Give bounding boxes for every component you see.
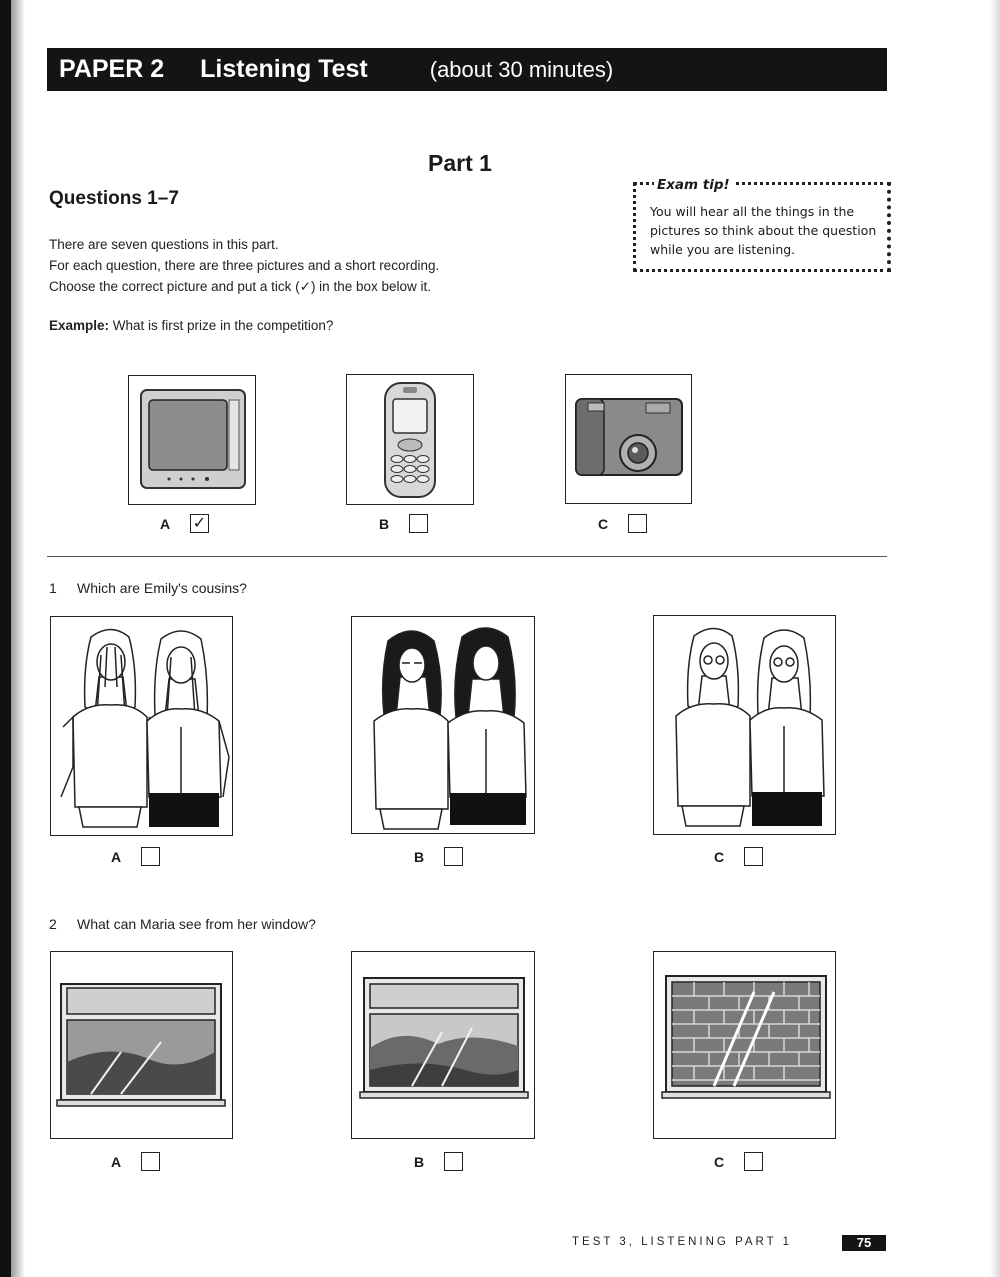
question-number: 1 bbox=[49, 580, 57, 596]
answer-checkbox[interactable] bbox=[744, 847, 763, 866]
q2-picture-c-window-brick-wall-icon bbox=[653, 951, 836, 1139]
example-option-c bbox=[598, 514, 647, 533]
answer-checkbox[interactable] bbox=[409, 514, 428, 533]
q1-picture-a-girls-icon bbox=[50, 616, 233, 836]
option-letter: A bbox=[160, 515, 171, 532]
q2-option-a bbox=[111, 1152, 160, 1171]
q1-picture-b-girls-icon bbox=[351, 616, 535, 834]
spine-gradient bbox=[11, 0, 25, 1277]
option-letter: A bbox=[111, 1153, 122, 1170]
test-duration: (about 30 minutes) bbox=[429, 56, 614, 82]
question-text: Which are Emily's cousins? bbox=[77, 580, 247, 596]
option-letter: B bbox=[414, 1153, 425, 1170]
q1-option-c bbox=[714, 847, 763, 866]
example-picture-a-television-icon bbox=[128, 375, 256, 505]
example-option-a bbox=[160, 514, 209, 533]
question-1 bbox=[49, 580, 247, 596]
answer-checkbox[interactable] bbox=[141, 847, 160, 866]
q2-option-c bbox=[714, 1152, 763, 1171]
q1-option-b bbox=[414, 847, 463, 866]
part-title: Part 1 bbox=[428, 150, 492, 176]
option-letter: B bbox=[379, 515, 390, 532]
test-title: Listening Test bbox=[200, 55, 368, 83]
question-2 bbox=[49, 916, 316, 932]
exam-tip-heading: Exam tip! bbox=[654, 177, 733, 193]
answer-checkbox[interactable]: ✓ bbox=[190, 514, 209, 533]
example-picture-b-mobile-phone-icon bbox=[346, 374, 474, 505]
question-text: What can Maria see from her window? bbox=[77, 916, 316, 932]
answer-checkbox[interactable] bbox=[444, 847, 463, 866]
page-number: 75 bbox=[842, 1235, 886, 1251]
question-number: 2 bbox=[49, 916, 57, 932]
exam-tip-box bbox=[633, 177, 891, 272]
answer-checkbox[interactable] bbox=[628, 514, 647, 533]
example-question bbox=[49, 318, 333, 333]
option-letter: C bbox=[714, 1153, 725, 1170]
paper-label: PAPER 2 bbox=[59, 55, 165, 83]
q2-option-b bbox=[414, 1152, 463, 1171]
instruction-line: For each question, there are three pictures and a short recording. bbox=[49, 258, 440, 273]
option-letter: A bbox=[111, 848, 122, 865]
book-spine-shadow bbox=[0, 0, 11, 1277]
q1-option-a bbox=[111, 847, 160, 866]
section-divider bbox=[47, 556, 887, 557]
example-label: Example: bbox=[49, 318, 110, 333]
q1-picture-c-girls-icon bbox=[653, 615, 836, 835]
q2-picture-b-window-hills-icon bbox=[351, 951, 535, 1139]
example-picture-c-camera-icon bbox=[565, 374, 692, 504]
exam-tip-text: You will hear all the things in the pictures so think about the question while you are listening. bbox=[650, 204, 877, 257]
instructions bbox=[49, 234, 439, 297]
option-letter: C bbox=[598, 515, 609, 532]
answer-checkbox[interactable] bbox=[444, 1152, 463, 1171]
questions-heading: Questions 1–7 bbox=[49, 188, 179, 209]
example-option-b bbox=[379, 514, 428, 533]
instruction-line: Choose the correct picture and put a tick (✓) in the box below it. bbox=[49, 279, 432, 294]
page-footer-section: TEST 3, LISTENING PART 1 bbox=[572, 1236, 793, 1248]
q2-picture-a-window-river-icon bbox=[50, 951, 233, 1139]
paper-banner bbox=[47, 48, 887, 91]
example-question-text: What is first prize in the competition? bbox=[112, 318, 334, 333]
answer-checkbox[interactable] bbox=[141, 1152, 160, 1171]
option-letter: C bbox=[714, 848, 725, 865]
page-edge-shadow bbox=[990, 0, 1000, 1277]
option-letter: B bbox=[414, 848, 425, 865]
answer-checkbox[interactable] bbox=[744, 1152, 763, 1171]
instruction-line: There are seven questions in this part. bbox=[49, 237, 279, 252]
